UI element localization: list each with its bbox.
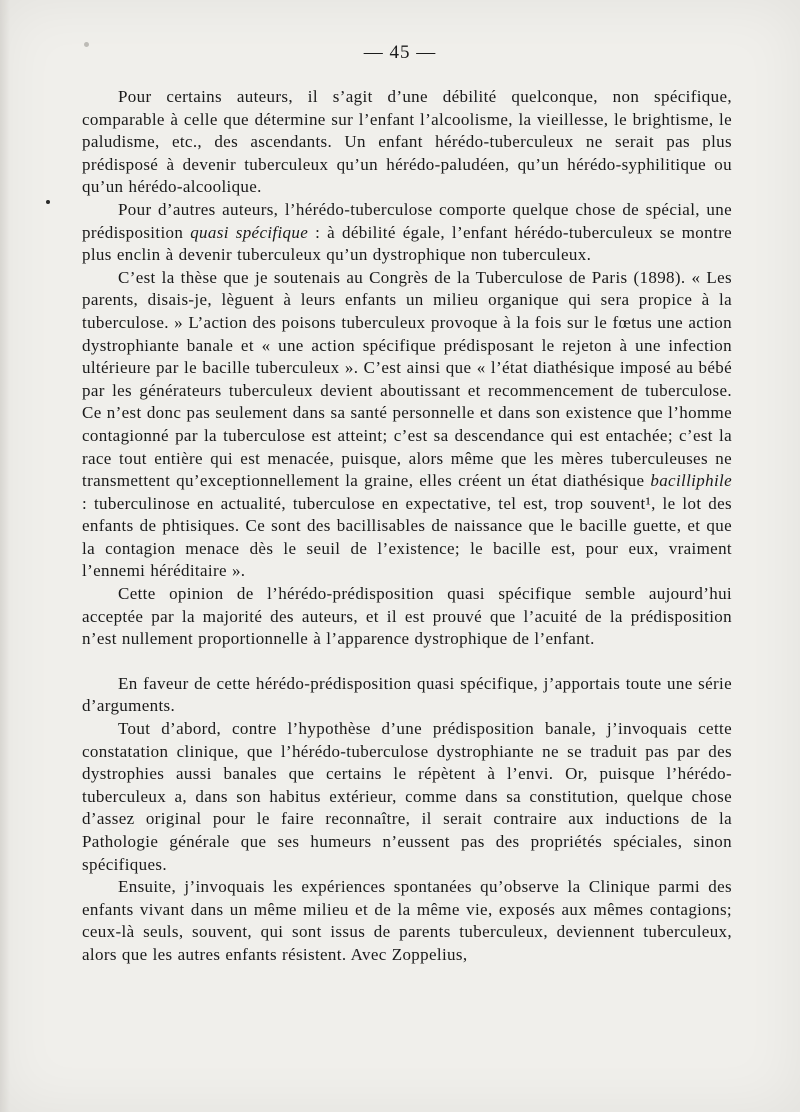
page-number: — 45 — (363, 42, 437, 63)
text-run: En faveur de cette hérédo-prédisposition quasi spécifique, j’apportais toute une série d’arguments. (82, 673, 732, 716)
text-run: Pour certains auteurs, il s’agit d’une débilité quelconque, non spécifique, comparable à celle que détermine sur l’enfant l’alcoolisme, la vieillesse, le brightisme, le paludisme, etc., des ascendants. Un enfant hérédo-tuberculeux ne serait pas plus prédisposé à devenir tuberculeux qu’un hérédo-paludéen, qu’un hérédo-syphilitique ou qu’un hérédo-alcoolique. (82, 87, 732, 197)
text-run: : tuberculinose en actualité, tuberculose en expectative, tel est, trop souvent¹, le lot des enfants de phtisiques. Ce sont des bacillisables de naissance que le bacille guette, et que la contagion menace dès le seuil de l’existence; le bacille est, pour eux, vraiment l’ennemi héréditaire ». (82, 493, 732, 581)
italic-text: bacilliphile (650, 471, 732, 491)
margin-dot (46, 200, 50, 204)
paragraph (82, 267, 732, 583)
text-run: : à débilité égale, l’enfant hérédo-tuberculeux se montre plus enclin à devenir tuberculeux qu’un dystrophique non tuberculeux. (82, 222, 732, 265)
paragraph (82, 673, 732, 718)
paragraph (82, 199, 732, 267)
paragraph (82, 876, 732, 966)
scan-edge-shadow (0, 0, 10, 1112)
text-run: Tout d’abord, contre l’hypothèse d’une prédisposition banale, j’invoquais cette constatation clinique, que l’hérédo-tuberculose dystrophiante ne se traduit pas par des dystrophies aussi banales que certains le répètent à l’envi. Or, puisque l’hérédo-tuberculeux a, dans son habitus extérieur, comme dans sa constitution, quelque chose d’assez original pour le faire reconnaître, il serait contraire aux inductions de la Pathologie générale que ses humeurs n’eussent pas des propriétés spéciales, sinon spécifiques. (82, 719, 732, 874)
paragraph (82, 583, 732, 651)
paragraph (82, 86, 732, 199)
paragraph (82, 718, 732, 876)
body-text (82, 86, 732, 967)
text-run: Cette opinion de l’hérédo-prédisposition quasi spécifique semble aujourd’hui acceptée par la majorité des auteurs, et il est prouvé que l’acuité de la prédisposition n’est nullement proportionnelle à l’apparence dystrophique de l’enfant. (82, 584, 732, 649)
italic-text: quasi spécifique (190, 222, 309, 242)
text-run: C’est la thèse que je soutenais au Congrès de la Tuberculose de Paris (1898). « Les parents, disais-je, lèguent à leurs enfants un milieu organique qui sera propice à la tuberculose. » L’action des poisons tuberculeux provoque à la fois sur le fœtus une action dystrophiante banale et « une action spécifique prédisposant le rejeton à une infection ultérieure par le bacille tuberculeux ». C’est ainsi que « l’état diathésique imposé au bébé par les générateurs tuberculeux devient aboutissant et recommencement de tuberculose. Ce n’est donc pas seulement dans sa santé personnelle et dans son existence que l’homme contagionné par la tuberculose est atteint; c’est sa descendance qui est entachée; c’est la race tout entière qui est menacée, puisque, alors même que les mères tuberculeuses ne transmettent qu’exceptionnellement la graine, elles créent un état diathésique (82, 267, 732, 491)
text-run: Pour d’autres auteurs, l’hérédo-tuberculose comporte quelque chose de spécial, une prédisposition (82, 199, 732, 242)
text-run: Ensuite, j’invoquais les expériences spontanées qu’observe la Clinique parmi des enfants vivant dans un même milieu et de la même vie, exposés aux mêmes contagions; ceux-là seuls, souvent, qui sont issus de parents tuberculeux, deviennent tuberculeux, alors que les autres enfants résistent. Avec Zoppelius, (82, 877, 732, 964)
